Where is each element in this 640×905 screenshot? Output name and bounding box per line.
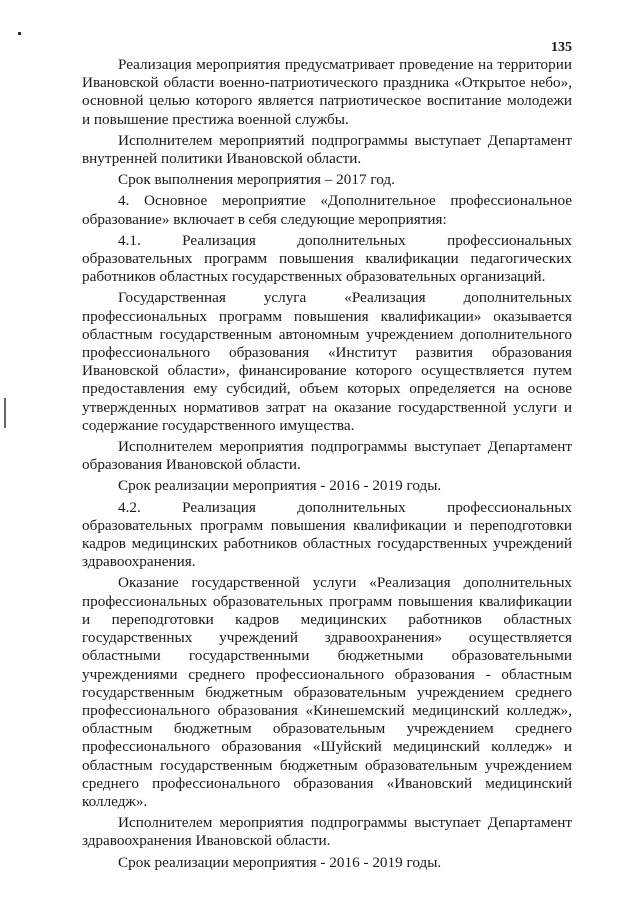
scan-artifact [18, 32, 21, 35]
paragraph-state-service: Государственная услуга «Реализация дополнительных профессиональных программ повышения квалификации» оказывается областным государственным автономным учреждением дополнительного профессионального образования «Институт развития образования Ивановской области», финансирование которого осуществляется путем предоставления ему субсидий, объем которых определяется на основе утвержденных нормативов затрат на оказание государственной услуги и содержание государственного имущества. [82, 289, 572, 434]
document-body [82, 56, 572, 872]
paragraph-deadline: Срок выполнения мероприятия – 2017 год. [118, 171, 395, 189]
paragraph-event-4-1: 4.1. Реализация дополнительных профессиональных образовательных программ повышения квалификации педагогических работников областных государственных образовательных организаций. [82, 231, 572, 286]
paragraph-state-service: Оказание государственной услуги «Реализация дополнительных профессиональных образовательных программ повышения квалификации и переподготовки кадров медицинских работников областных государственных учреждений здравоохранения» осуществляется областными государственными бюджетными образовательными учреждениями среднего профессионального образования - областным государственным бюджетным образовательным учреждением среднего профессионального образования «Кинешемский медицинский колледж», областным бюджетным образовательным учреждением среднего профессионального образования «Шуйский медицинский колледж» и областным государственным бюджетным образовательным учреждением среднего профессионального образования «Ивановский медицинский колледж». [82, 574, 572, 810]
paragraph-main-event-4: 4. Основное мероприятие «Дополнительное профессиональное образование» включает в себя следующие мероприятия: [82, 192, 572, 228]
paragraph-executor: Исполнителем мероприятий подпрограммы выступает Департамент внутренней политики Ивановской области. [82, 131, 572, 168]
paragraph-executor: Исполнителем мероприятия подпрограммы выступает Департамент здравоохранения Ивановской области. [82, 814, 572, 850]
page-number: 135 [551, 40, 572, 55]
scan-artifact [4, 398, 6, 428]
paragraph-deadline: Срок реализации мероприятия - 2016 - 2019 годы. [118, 477, 442, 495]
paragraph-event-description: Реализация мероприятия предусматривает проведение на территории Ивановской области военно-патриотического праздника «Открытое небо», основной целью которого является патриотическое воспитание молодежи и повышение престижа военной службы. [82, 56, 572, 128]
paragraph-executor: Исполнителем мероприятия подпрограммы выступает Департамент образования Ивановской области. [82, 438, 572, 474]
paragraph-event-4-2: 4.2. Реализация дополнительных профессиональных образовательных программ повышения квалификации и переподготовки кадров медицинских работников областных государственных учреждений здравоохранения. [82, 498, 572, 571]
paragraph-deadline: Срок реализации мероприятия - 2016 - 2019 годы. [118, 853, 442, 871]
